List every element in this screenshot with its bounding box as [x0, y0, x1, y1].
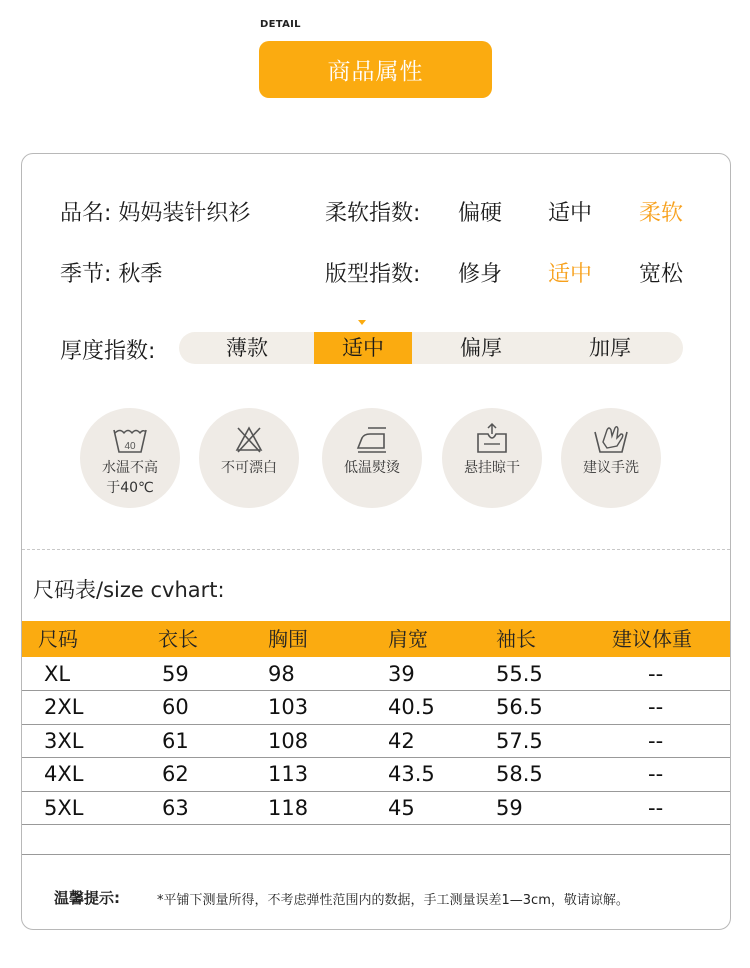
- care-label-hand-wash: 建议手洗: [583, 460, 639, 476]
- low-iron-icon: [354, 422, 390, 456]
- cell-shoulder: 45: [388, 795, 415, 820]
- cell-length: 60: [162, 695, 189, 720]
- softness-option-medium: 适中: [548, 201, 593, 226]
- cell-weight: --: [648, 695, 664, 720]
- cell-sleeve: 58.5: [496, 762, 543, 787]
- cell-shoulder: 42: [388, 728, 415, 753]
- fit-option-medium: 适中: [548, 262, 593, 287]
- care-label-iron: 低温熨烫: [344, 460, 400, 476]
- col-header-sleeve: 袖长: [496, 627, 536, 651]
- cell-size: 4XL: [44, 762, 84, 787]
- hand-wash-icon: [593, 422, 629, 456]
- table-bottom-line: [22, 854, 730, 855]
- page-title: [259, 41, 492, 98]
- cell-size: 2XL: [44, 695, 84, 720]
- care-label-wash-line2: 于40℃: [106, 480, 154, 496]
- table-row-divider: [22, 690, 730, 691]
- cell-length: 63: [162, 795, 189, 820]
- col-header-length: 衣长: [158, 627, 198, 651]
- product-name: 品名: 妈妈装针织衫: [60, 201, 251, 226]
- cell-chest: 103: [268, 695, 309, 720]
- softness-label: 柔软指数:: [325, 201, 421, 226]
- cell-length: 61: [162, 728, 189, 753]
- col-header-size: 尺码: [38, 627, 78, 651]
- cell-shoulder: 43.5: [388, 762, 435, 787]
- thickness-pointer-icon: [358, 320, 366, 325]
- detail-label: DETAIL: [260, 19, 301, 30]
- thickness-label: 厚度指数:: [60, 339, 156, 364]
- cell-size: 5XL: [44, 795, 84, 820]
- cell-chest: 108: [268, 728, 309, 753]
- care-item-hand-wash: [561, 408, 661, 508]
- hang-dry-icon: [474, 422, 510, 456]
- care-label-hang-dry: 悬挂晾干: [464, 460, 520, 476]
- cell-sleeve: 57.5: [496, 728, 543, 753]
- cell-sleeve: 56.5: [496, 695, 543, 720]
- attributes-card: [21, 153, 731, 930]
- table-row-divider: [22, 757, 730, 758]
- tip-text: *平铺下测量所得，不考虑弹性范围内的数据，手工测量误差1—3cm，敬请谅解。: [157, 893, 629, 908]
- cell-weight: --: [648, 795, 664, 820]
- section-divider: [22, 549, 730, 550]
- softness-option-soft: 柔软: [639, 201, 684, 226]
- cell-chest: 113: [268, 762, 309, 787]
- no-bleach-icon: [231, 422, 267, 456]
- cell-weight: --: [648, 728, 664, 753]
- thickness-option-medium: 适中: [342, 336, 384, 360]
- thickness-option-thickest: 加厚: [589, 336, 631, 360]
- care-item-wash: [80, 408, 180, 508]
- cell-sleeve: 55.5: [496, 662, 543, 686]
- cell-shoulder: 39: [388, 662, 415, 686]
- table-row-divider: [22, 724, 730, 725]
- fit-label: 版型指数:: [325, 262, 421, 287]
- cell-sleeve: 59: [496, 795, 523, 820]
- care-label-no-bleach: 不可漂白: [221, 460, 277, 476]
- col-header-chest: 胸围: [268, 627, 308, 651]
- col-header-shoulder: 肩宽: [388, 627, 428, 651]
- cell-weight: --: [648, 762, 664, 787]
- cell-length: 59: [162, 662, 189, 686]
- cell-shoulder: 40.5: [388, 695, 435, 720]
- cell-size: 3XL: [44, 728, 84, 753]
- fit-option-loose: 宽松: [639, 262, 684, 287]
- fit-option-slim: 修身: [458, 262, 503, 287]
- care-item-no-bleach: [199, 408, 299, 508]
- thickness-option-thicker: 偏厚: [460, 336, 502, 360]
- size-table-title: 尺码表/size cvhart:: [33, 578, 225, 602]
- table-row-divider: [22, 824, 730, 825]
- care-item-hang-dry: [442, 408, 542, 508]
- cell-length: 62: [162, 762, 189, 787]
- season: 季节: 秋季: [60, 262, 163, 287]
- cell-weight: --: [648, 662, 664, 686]
- cell-chest: 118: [268, 795, 309, 820]
- care-item-iron: [322, 408, 422, 508]
- softness-option-hard: 偏硬: [458, 201, 503, 226]
- care-label-wash-line1: 水温不高: [102, 460, 158, 476]
- tip-label: 温馨提示:: [54, 889, 120, 907]
- table-row-divider: [22, 791, 730, 792]
- cell-chest: 98: [268, 662, 295, 686]
- wash-temp-text: 40: [124, 441, 136, 452]
- cell-size: XL: [44, 662, 71, 686]
- thickness-option-thin: 薄款: [226, 336, 268, 360]
- wash-40-icon: [112, 422, 148, 456]
- page-title-text: 商品属性: [327, 59, 424, 85]
- col-header-weight: 建议体重: [612, 627, 692, 651]
